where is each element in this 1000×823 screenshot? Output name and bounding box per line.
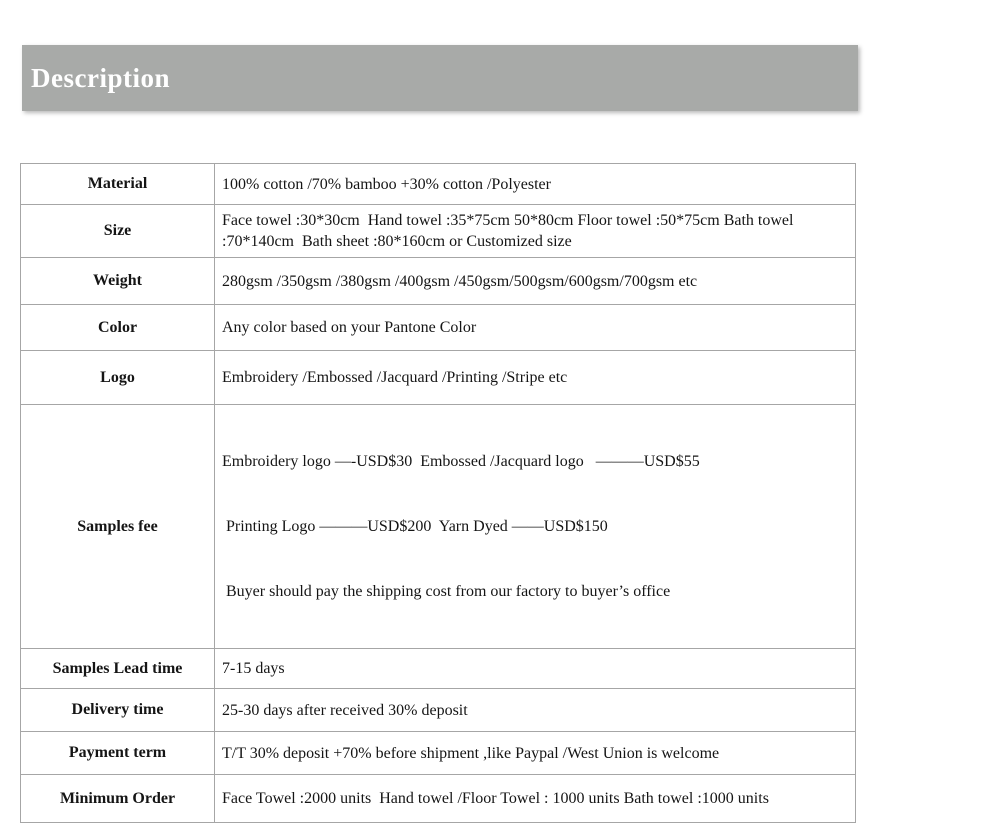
table-row-weight (21, 258, 856, 305)
samples-fee-line-1: Embroidery logo —-USD$30 Embossed /Jacquard logo ———USD$55 (222, 453, 700, 470)
spec-label: Size (21, 205, 215, 258)
table-row-samples-lead-time (21, 649, 856, 689)
page-title: Description (31, 62, 170, 93)
spec-label: Delivery time (21, 689, 215, 732)
table-row-payment-term (21, 732, 856, 775)
product-description-table (20, 163, 856, 823)
spec-value: Embroidery /Embossed /Jacquard /Printing /Stripe etc (215, 351, 856, 405)
samples-fee-line-2: Printing Logo ———USD$200 Yarn Dyed ——USD$150 (222, 518, 608, 535)
spec-label: Samples fee (21, 405, 215, 649)
spec-value: 25-30 days after received 30% deposit (215, 689, 856, 732)
spec-label: Samples Lead time (21, 649, 215, 689)
spec-value: 7-15 days (215, 649, 856, 689)
description-header-bar (22, 45, 858, 111)
spec-value: 100% cotton /70% bamboo +30% cotton /Polyester (215, 164, 856, 205)
spec-value: Any color based on your Pantone Color (215, 305, 856, 351)
spec-value (215, 405, 856, 649)
spec-value: Face Towel :2000 units Hand towel /Floor Towel : 1000 units Bath towel :1000 units (215, 775, 856, 823)
table-row-size (21, 205, 856, 258)
spec-value: 280gsm /350gsm /380gsm /400gsm /450gsm/500gsm/600gsm/700gsm etc (215, 258, 856, 305)
spec-value: Face towel :30*30cm Hand towel :35*75cm 50*80cm Floor towel :50*75cm Bath towel :70*140cm Bath sheet :80*160cm or Customized size (215, 205, 856, 258)
table-row-delivery-time (21, 689, 856, 732)
spec-label: Minimum Order (21, 775, 215, 823)
spec-label: Payment term (21, 732, 215, 775)
table-row-minimum-order (21, 775, 856, 823)
table-row-samples-fee (21, 405, 856, 649)
table-row-color (21, 305, 856, 351)
table-row-logo (21, 351, 856, 405)
samples-fee-line-3: Buyer should pay the shipping cost from our factory to buyer’s office (222, 583, 671, 600)
spec-value: T/T 30% deposit +70% before shipment ,like Paypal /West Union is welcome (215, 732, 856, 775)
spec-label: Weight (21, 258, 215, 305)
table-row-material (21, 164, 856, 205)
spec-label: Color (21, 305, 215, 351)
spec-label: Material (21, 164, 215, 205)
spec-label: Logo (21, 351, 215, 405)
